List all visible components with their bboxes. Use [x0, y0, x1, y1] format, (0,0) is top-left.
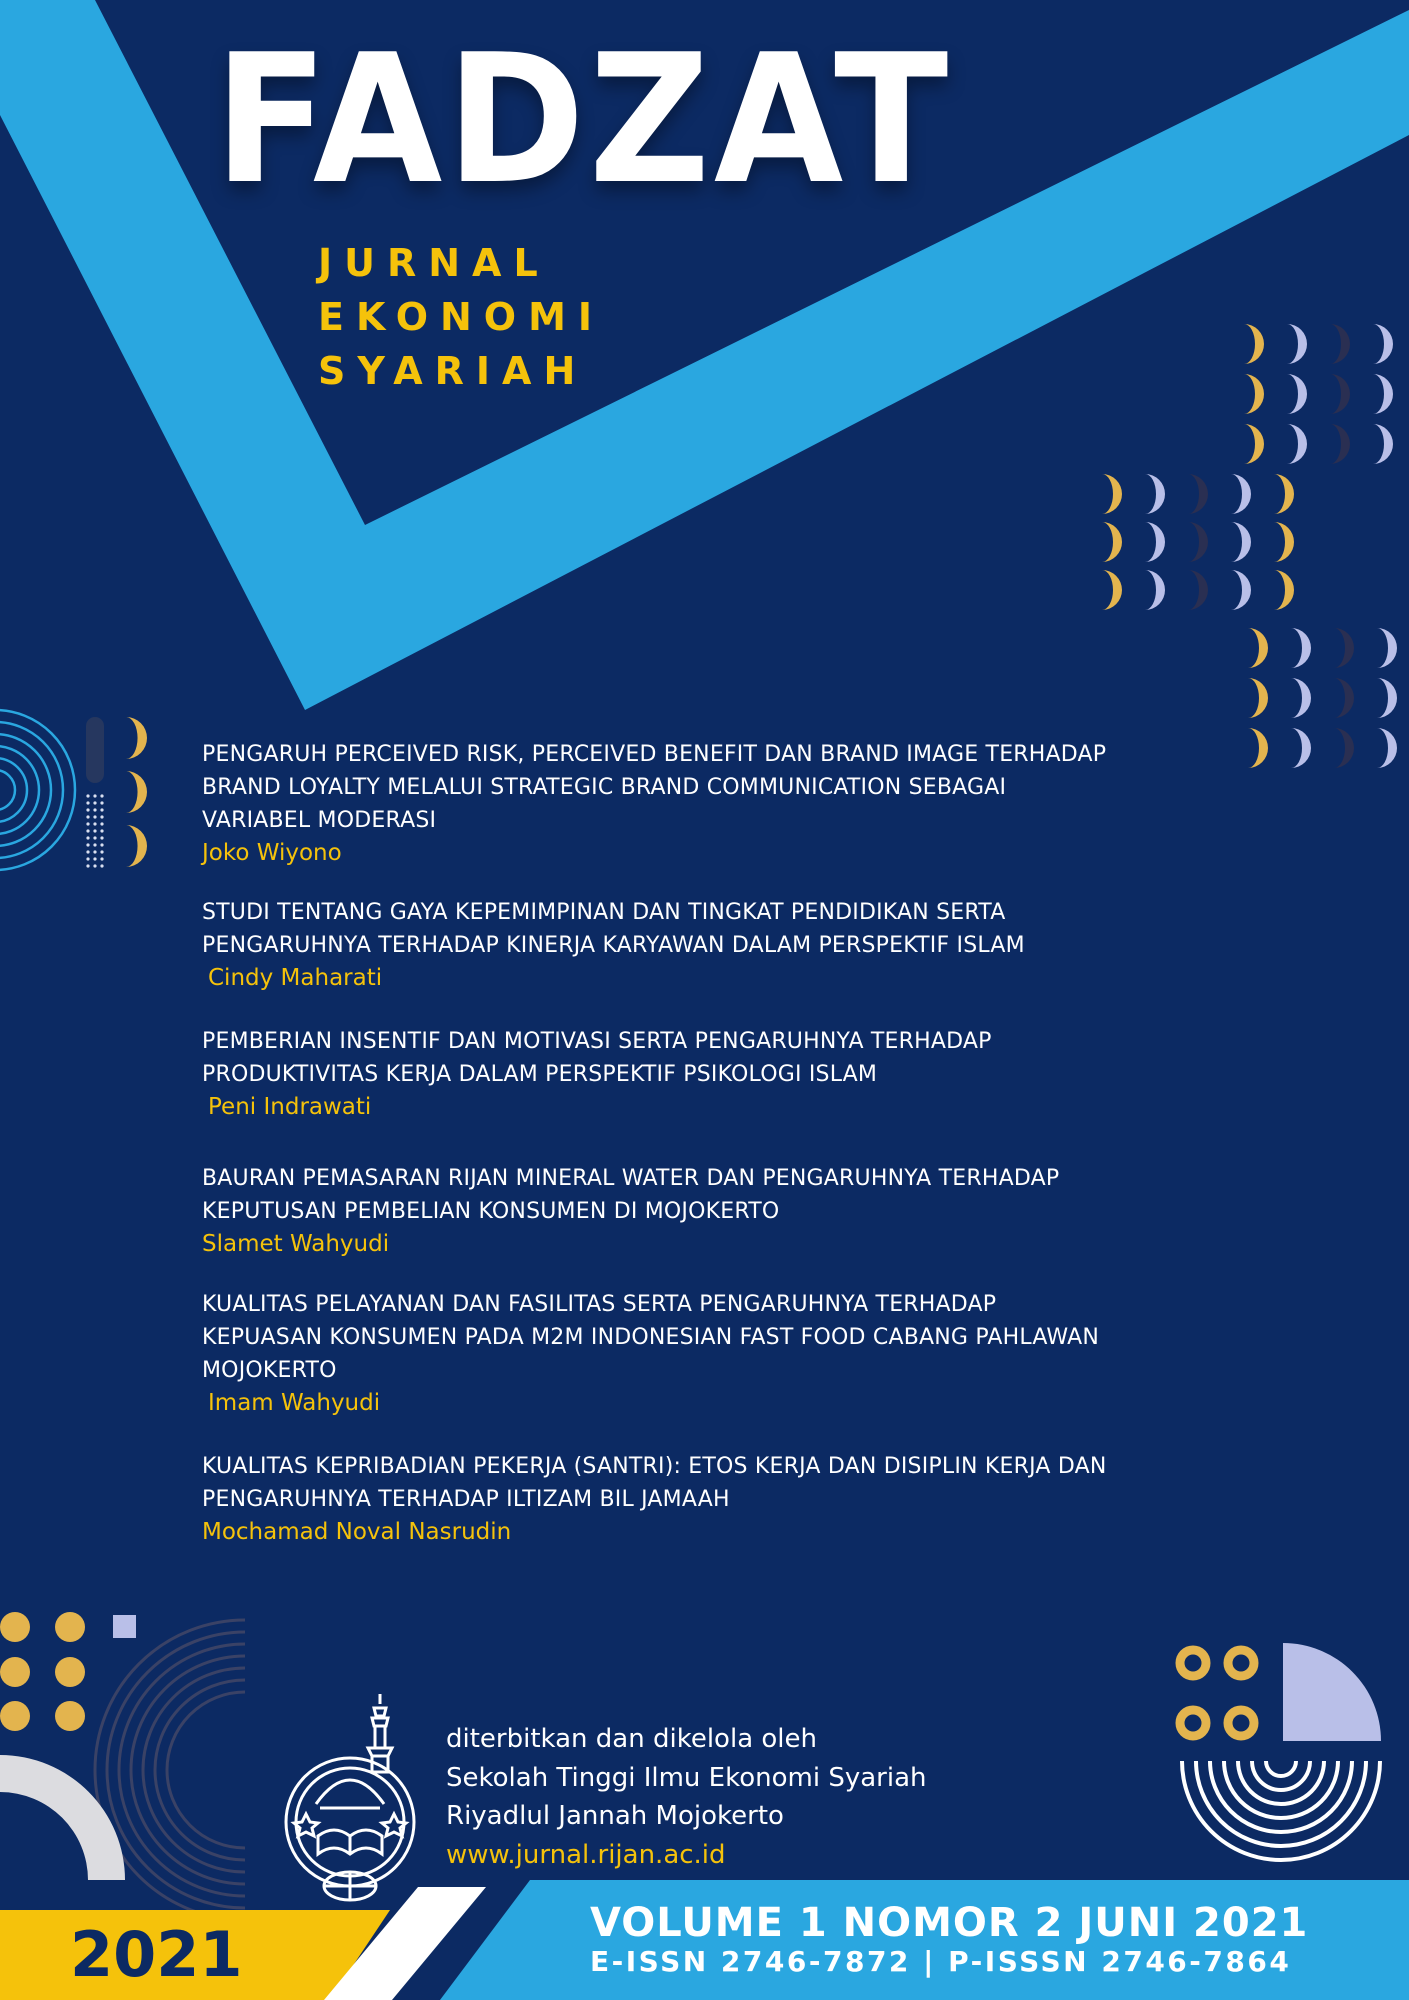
article-item[interactable] [202, 1288, 1099, 1420]
article-item[interactable] [202, 1162, 1059, 1261]
subtitle-line-3: SYARIAH [318, 349, 588, 393]
publisher-block [446, 1720, 927, 1874]
article-author: Joko Wiyono [202, 840, 342, 866]
subtitle-line-1: JURNAL [318, 241, 550, 285]
article-author: Mochamad Noval Nasrudin [202, 1519, 512, 1545]
article-title: STUDI TENTANG GAYA KEPEMIMPINAN DAN TINGKAT PENDIDIKAN SERTA PENGARUHNYA TERHADAP KINERJA KARYAWAN DALAM PERSPEKTIF ISLAM [202, 900, 1025, 958]
publisher-url-link[interactable]: www.jurnal.rijan.ac.id [446, 1839, 726, 1870]
article-item[interactable] [202, 738, 1106, 870]
article-author: Slamet Wahyudi [202, 1231, 390, 1257]
subtitle-line-2: EKONOMI [318, 295, 605, 339]
article-item[interactable] [202, 1025, 992, 1124]
college-seal-logo-icon [272, 1686, 432, 1906]
article-item[interactable] [202, 896, 1025, 995]
article-title: BAURAN PEMASARAN RIJAN MINERAL WATER DAN PENGARUHNYA TERHADAP KEPUTUSAN PEMBELIAN KONSUMEN DI MOJOKERTO [202, 1166, 1060, 1224]
year-label: 2021 [70, 1918, 243, 1991]
publisher-line-3: Riyadlul Jannah Mojokerto [446, 1801, 784, 1831]
publisher-line-1: diterbitkan dan dikelola oleh [446, 1724, 817, 1754]
journal-title: FADZAT [214, 16, 953, 223]
article-author: Imam Wahyudi [208, 1390, 381, 1416]
article-title: KUALITAS PELAYANAN DAN FASILITAS SERTA PENGARUHNYA TERHADAP KEPUASAN KONSUMEN PADA M2M INDONESIAN FAST FOOD CABANG PAHLAWAN MOJOKERTO [202, 1292, 1100, 1383]
article-title: PENGARUH PERCEIVED RISK, PERCEIVED BENEFIT DAN BRAND IMAGE TERHADAP BRAND LOYALTY MELALUI STRATEGIC BRAND COMMUNICATION SEBAGAI VARIABEL MODERASI [202, 742, 1107, 833]
volume-label: VOLUME 1 NOMOR 2 JUNI 2021 [590, 1900, 1309, 1946]
lavender-square [113, 1615, 136, 1638]
pill-decoration [86, 717, 104, 783]
article-title: PEMBERIAN INSENTIF DAN MOTIVASI SERTA PENGARUHNYA TERHADAP PRODUKTIVITAS KERJA DALAM PERSPEKTIF PSIKOLOGI ISLAM [202, 1029, 992, 1087]
article-item[interactable] [202, 1450, 1107, 1549]
publisher-line-2: Sekolah Tinggi Ilmu Ekonomi Syariah [446, 1762, 927, 1793]
article-author: Peni Indrawati [208, 1094, 372, 1120]
issn-label: E-ISSN 2746-7872 | P-ISSSN 2746-7864 [590, 1945, 1292, 1978]
article-title: KUALITAS KEPRIBADIAN PEKERJA (SANTRI): ETOS KERJA DAN DISIPLIN KERJA DAN PENGARUHNYA TERHADAP ILTIZAM BIL JAMAAH [202, 1454, 1107, 1512]
article-author: Cindy Maharati [208, 965, 383, 991]
